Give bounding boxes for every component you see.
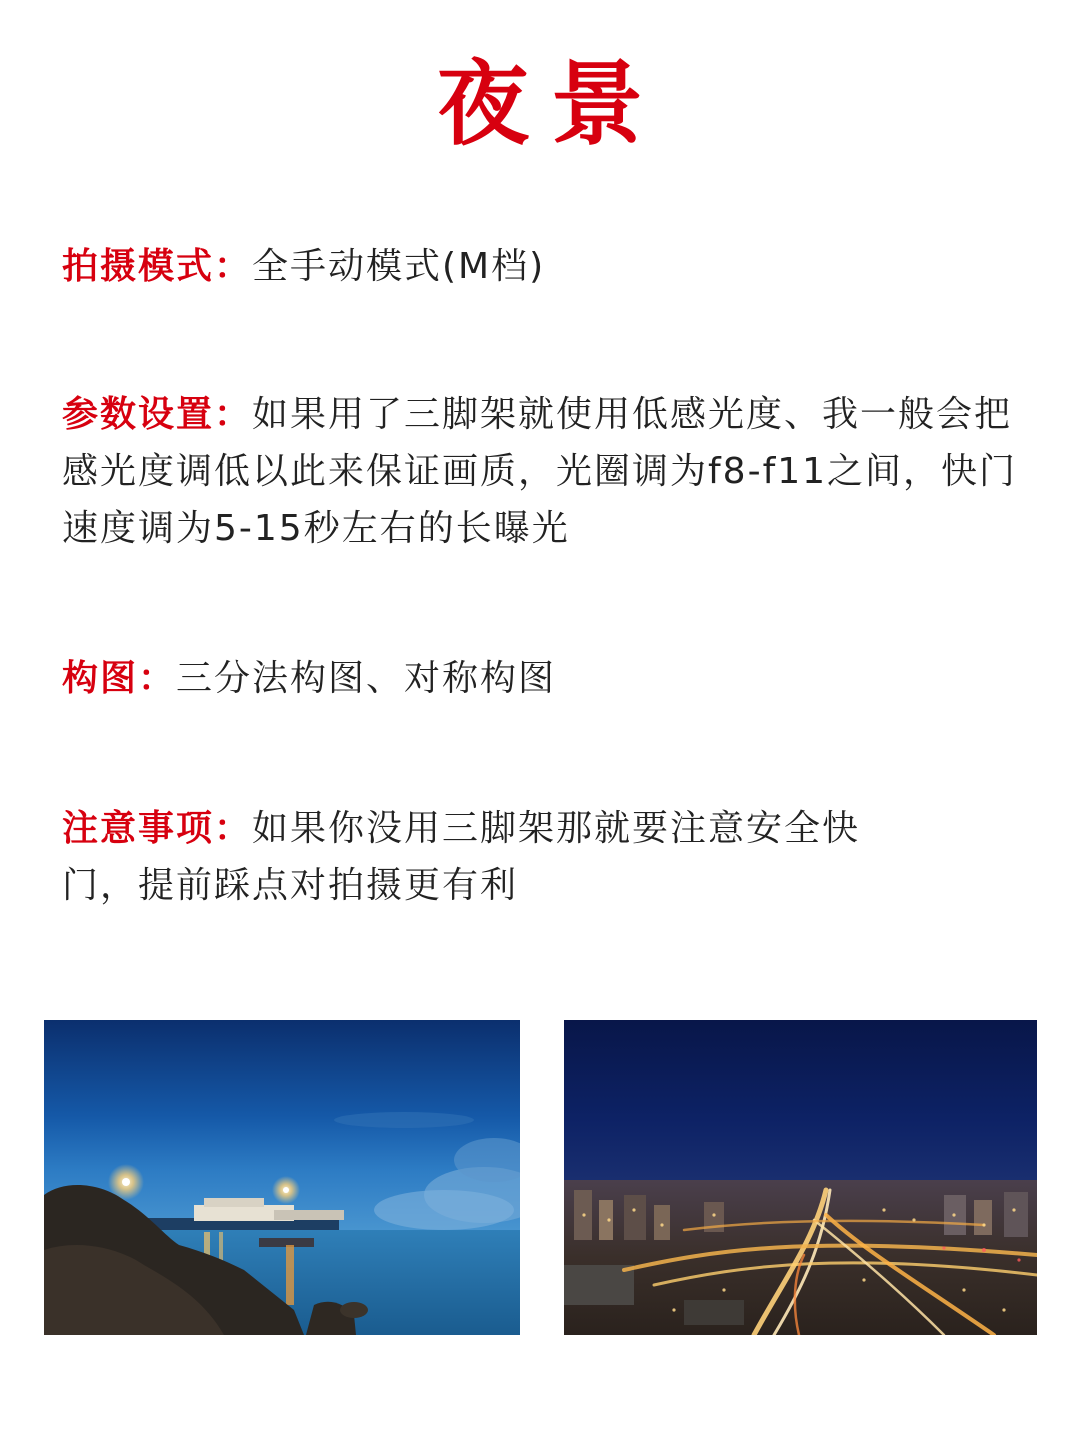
section-body: 如果用了三脚架就使用低感光度、我一般会把感光度调低以此来保证画质，光圈调为f8-f11之间，快门速度调为5-15秒左右的长曝光 (62, 394, 1018, 549)
seaside-night-photo (44, 1020, 520, 1335)
section-parameter-settings (62, 386, 1037, 557)
section-body: 全手动模式(M档) (252, 246, 546, 287)
city-night-photo (564, 1020, 1037, 1335)
section-label: 注意事项： (62, 808, 253, 849)
section-notes (62, 800, 922, 914)
page-title: 夜景 (436, 51, 665, 158)
section-label: 拍摄模式： (62, 246, 253, 287)
section-body: 三分法构图、对称构图 (176, 658, 557, 699)
section-label: 参数设置： (62, 394, 253, 435)
section-composition (62, 650, 1037, 707)
section-shooting-mode (62, 238, 1037, 295)
section-body: 如果你没用三脚架那就要注意安全快门，提前踩点对拍摄更有利 (62, 808, 861, 906)
section-label: 构图： (62, 658, 177, 699)
